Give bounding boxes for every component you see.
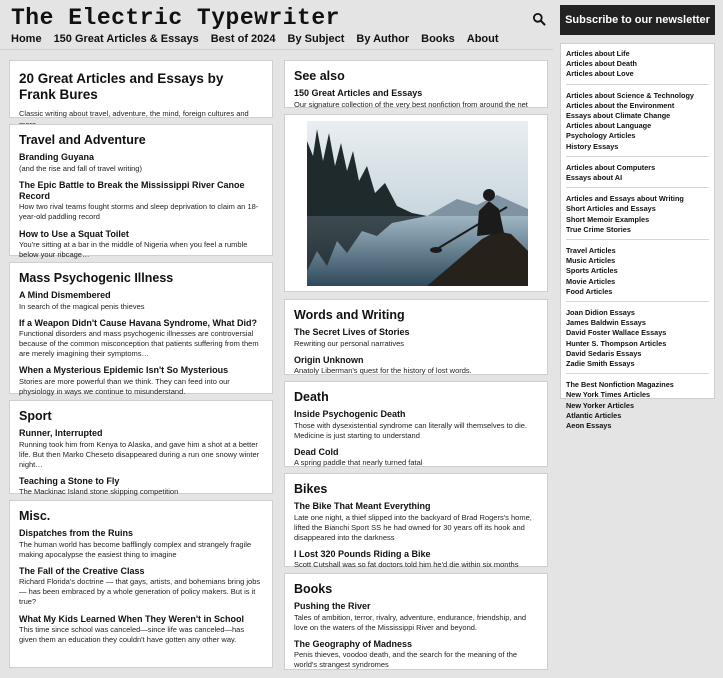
article-link[interactable]: Pushing the River bbox=[294, 601, 371, 612]
article-link[interactable]: The Epic Battle to Break the Mississippi River Canoe Record bbox=[19, 179, 245, 201]
article-item bbox=[19, 180, 263, 223]
article-link[interactable]: The Bike That Meant Everything bbox=[294, 501, 431, 512]
article-item bbox=[294, 88, 538, 109]
article-link[interactable]: Dispatches from the Ruins bbox=[19, 528, 134, 539]
article-item bbox=[19, 528, 263, 560]
sidebar-link[interactable]: Short Articles and Essays bbox=[566, 204, 656, 214]
section-death bbox=[284, 381, 548, 467]
article-item bbox=[294, 447, 538, 468]
nav-books[interactable]: Books bbox=[421, 33, 455, 45]
article-description: How two rival teams fought storms and sleep deprivation to claim an 18-year-old paddling record bbox=[19, 202, 259, 222]
sidebar-group bbox=[566, 380, 709, 435]
sidebar-link[interactable]: Aeon Essays bbox=[566, 421, 612, 431]
sidebar-link[interactable]: History Essays bbox=[566, 141, 619, 151]
section-heading: Words and Writing bbox=[294, 308, 405, 322]
article-item bbox=[19, 229, 263, 261]
nav-about[interactable]: About bbox=[466, 33, 499, 45]
article-link[interactable]: How to Use a Squat Toilet bbox=[19, 228, 129, 239]
sidebar-link[interactable]: Articles about Language bbox=[566, 121, 652, 131]
article-item bbox=[19, 566, 263, 608]
article-description: Tales of ambition, terror, rivalry, adventure, endurance, friendship, and love on the waters of the Mississippi River and beyond. bbox=[294, 612, 527, 632]
nav-150-great[interactable]: 150 Great Articles & Essays bbox=[53, 33, 199, 45]
sidebar-link[interactable]: The Best Nonfiction Magazines bbox=[566, 380, 674, 390]
article-link[interactable]: 150 Great Articles and Essays bbox=[294, 88, 423, 99]
sidebar-group bbox=[566, 49, 709, 85]
section-heading: See also bbox=[294, 69, 345, 83]
section-heading: Travel and Adventure bbox=[19, 133, 146, 147]
sidebar-link[interactable]: Sports Articles bbox=[566, 266, 618, 276]
sidebar-link[interactable]: Articles about Science & Technology bbox=[566, 90, 694, 100]
article-item bbox=[294, 355, 538, 376]
article-description: Running took him from Kenya to Alaska, and gave him a shot at a better life. But then Marko Cheseto disappeared during a run one snowy winter night… bbox=[19, 439, 260, 469]
article-link[interactable]: Runner, Interrupted bbox=[19, 428, 103, 439]
nav-divider bbox=[0, 49, 553, 50]
sidebar-link[interactable]: Atlantic Articles bbox=[566, 410, 622, 420]
intro-card bbox=[9, 60, 273, 118]
nav-home[interactable]: Home bbox=[11, 33, 42, 45]
sidebar-link[interactable]: Joan Didion Essays bbox=[566, 308, 635, 318]
section-mass-psychogenic bbox=[9, 262, 273, 394]
article-link[interactable]: Origin Unknown bbox=[294, 354, 364, 365]
article-link[interactable]: Inside Psychogenic Death bbox=[294, 409, 406, 420]
subscribe-button[interactable] bbox=[560, 5, 715, 35]
article-description: This time since school was canceled—since life was canceled—has given them an education they couldn't have gotten any other way. bbox=[19, 624, 245, 644]
article-item bbox=[294, 327, 538, 348]
article-description: The Mackinac Island stone skipping competition bbox=[19, 487, 179, 497]
article-item bbox=[294, 409, 538, 441]
article-description: Anatoly Liberman's quest for the history of lost words. bbox=[294, 366, 472, 375]
sidebar-link[interactable]: Zadie Smith Essays bbox=[566, 359, 635, 369]
sidebar-link[interactable]: Articles about Computers bbox=[566, 162, 656, 172]
article-link[interactable]: If a Weapon Didn't Cause Havana Syndrome, What Did? bbox=[19, 317, 258, 328]
sidebar-group bbox=[566, 91, 709, 157]
article-link[interactable]: Teaching a Stone to Fly bbox=[19, 476, 120, 486]
article-description: The human world has become bafflingly complex and strangely fragile making apocalypse the easiest thing to imagine bbox=[19, 539, 252, 559]
article-description: Richard Florida's doctrine — that gays, artists, and bohemians bring jobs — has been embraced by a whole generation of policy makers. But is it true? bbox=[19, 577, 261, 607]
article-item bbox=[19, 365, 263, 397]
article-item bbox=[19, 318, 263, 360]
section-heading: Mass Psychogenic Illness bbox=[19, 271, 174, 285]
sidebar-group bbox=[566, 163, 709, 188]
article-link[interactable]: Branding Guyana bbox=[19, 152, 95, 163]
article-link[interactable]: The Secret Lives of Stories bbox=[294, 327, 410, 338]
section-bikes bbox=[284, 473, 548, 570]
article-description: Our signature collection of the very best nonfiction from around the net bbox=[294, 99, 528, 109]
sidebar-group bbox=[566, 246, 709, 302]
sidebar-link[interactable]: Articles about the Environment bbox=[566, 100, 675, 110]
sidebar-link[interactable]: Essays about Climate Change bbox=[566, 111, 671, 121]
sidebar-link[interactable]: Articles about Love bbox=[566, 69, 634, 79]
article-link[interactable]: A Mind Dismembered bbox=[19, 290, 111, 301]
main-nav bbox=[11, 33, 499, 45]
article-description: Penis thieves, voodoo death, and the search for the meaning of the world's strangest syndromes bbox=[294, 650, 518, 670]
article-item bbox=[19, 476, 263, 497]
article-item bbox=[19, 428, 263, 470]
sidebar-link[interactable]: Articles about Death bbox=[566, 59, 637, 69]
section-heading: Books bbox=[294, 582, 333, 596]
sidebar-link[interactable]: Psychology Articles bbox=[566, 131, 636, 141]
sidebar-link[interactable]: Music Articles bbox=[566, 256, 616, 266]
sidebar-link[interactable]: New Yorker Articles bbox=[566, 400, 635, 410]
sidebar-link[interactable]: Travel Articles bbox=[566, 246, 616, 256]
sidebar-link[interactable]: New York Times Articles bbox=[566, 390, 651, 400]
section-heading: Bikes bbox=[294, 482, 328, 496]
sidebar-links bbox=[560, 43, 715, 431]
article-link[interactable]: What My Kids Learned When They Weren't in School bbox=[19, 613, 244, 624]
canoe-lake-photo bbox=[307, 121, 528, 286]
nav-by-subject[interactable]: By Subject bbox=[287, 33, 345, 45]
article-item bbox=[19, 290, 263, 311]
article-description: Those with dysexistential syndrome can literally will themselves to die. Medicine is just starting to understand bbox=[294, 420, 528, 440]
article-link[interactable]: Dead Cold bbox=[294, 446, 339, 457]
section-misc bbox=[9, 500, 273, 668]
sidebar-link[interactable]: Food Articles bbox=[566, 286, 613, 296]
sidebar-link[interactable]: David Sedaris Essays bbox=[566, 348, 642, 358]
subscribe-label: Subscribe to our newsletter bbox=[565, 14, 710, 26]
nav-best-2024[interactable]: Best of 2024 bbox=[210, 33, 276, 45]
nav-by-author[interactable]: By Author bbox=[356, 33, 410, 45]
article-description: Stories are more powerful than we think. They can feed into our physiology in ways we continue to misunderstand. bbox=[19, 376, 230, 396]
sidebar-link[interactable]: David Foster Wallace Essays bbox=[566, 328, 667, 338]
sidebar-group bbox=[566, 194, 709, 240]
article-item bbox=[294, 601, 538, 633]
sidebar-link[interactable]: Essays about AI bbox=[566, 173, 623, 183]
section-books bbox=[284, 573, 548, 670]
article-link[interactable]: When a Mysterious Epidemic Isn't So Mysterious bbox=[19, 365, 229, 376]
sidebar-link[interactable]: True Crime Stories bbox=[566, 224, 631, 234]
page-subtitle: Classic writing about travel, adventure, the mind, foreign cultures and bbox=[19, 109, 249, 119]
section-travel bbox=[9, 124, 273, 259]
section-sport bbox=[9, 400, 273, 497]
article-description: In search of the magical penis thieves bbox=[19, 301, 145, 311]
section-heading: Misc. bbox=[19, 509, 51, 523]
article-description: Rewriting our personal narratives bbox=[294, 338, 405, 348]
sidebar-link[interactable]: Articles about Life bbox=[566, 49, 630, 58]
sidebar-link[interactable]: James Baldwin Essays bbox=[566, 318, 646, 328]
article-item bbox=[294, 639, 538, 671]
sidebar-link[interactable]: Movie Articles bbox=[566, 276, 616, 286]
article-item bbox=[19, 614, 263, 646]
article-description: A spring paddle that nearly turned fatal bbox=[294, 458, 423, 468]
section-heading: Death bbox=[294, 390, 329, 404]
article-description: Late one night, a thief slipped into the backyard of Brad Rogers's home, lifted the Bianchi Sport SS he had owned for 30 years off its hook and disappeared into the darkness bbox=[294, 512, 532, 542]
article-description: Functional disorders and mass psychogenic illnesses are controversial because of the common misconception that patients suffering from them are merely imagining their symptoms… bbox=[19, 329, 259, 359]
site-title[interactable]: The Electric Typewriter bbox=[11, 5, 340, 31]
article-description: Scott Cutshall was so fat doctors told him he'd die within six months bbox=[294, 560, 519, 570]
page-title: 20 Great Articles and Essays by Frank Bures bbox=[19, 71, 224, 103]
section-words-writing bbox=[284, 299, 548, 375]
section-see-also bbox=[284, 60, 548, 108]
sidebar-link[interactable]: Short Memoir Examples bbox=[566, 214, 650, 224]
article-description: You're sitting at a bar in the middle of Nigeria when you feel a rumble below your ribcage… bbox=[19, 239, 248, 259]
sidebar-link[interactable]: Hunter S. Thompson Articles bbox=[566, 338, 667, 348]
article-link[interactable]: I Lost 320 Pounds Riding a Bike bbox=[294, 549, 431, 559]
photo-card bbox=[284, 114, 548, 292]
article-item bbox=[294, 549, 538, 570]
article-item bbox=[19, 152, 263, 173]
article-description: (and the rise and fall of travel writing) bbox=[19, 163, 142, 173]
article-link[interactable]: The Geography of Madness bbox=[294, 638, 413, 649]
sidebar-group bbox=[566, 308, 709, 374]
search-icon[interactable] bbox=[532, 12, 546, 26]
article-item bbox=[294, 501, 538, 543]
section-heading: Sport bbox=[19, 409, 52, 423]
article-link[interactable]: The Fall of the Creative Class bbox=[19, 565, 145, 576]
sidebar-link[interactable]: Articles and Essays about Writing bbox=[566, 194, 684, 204]
